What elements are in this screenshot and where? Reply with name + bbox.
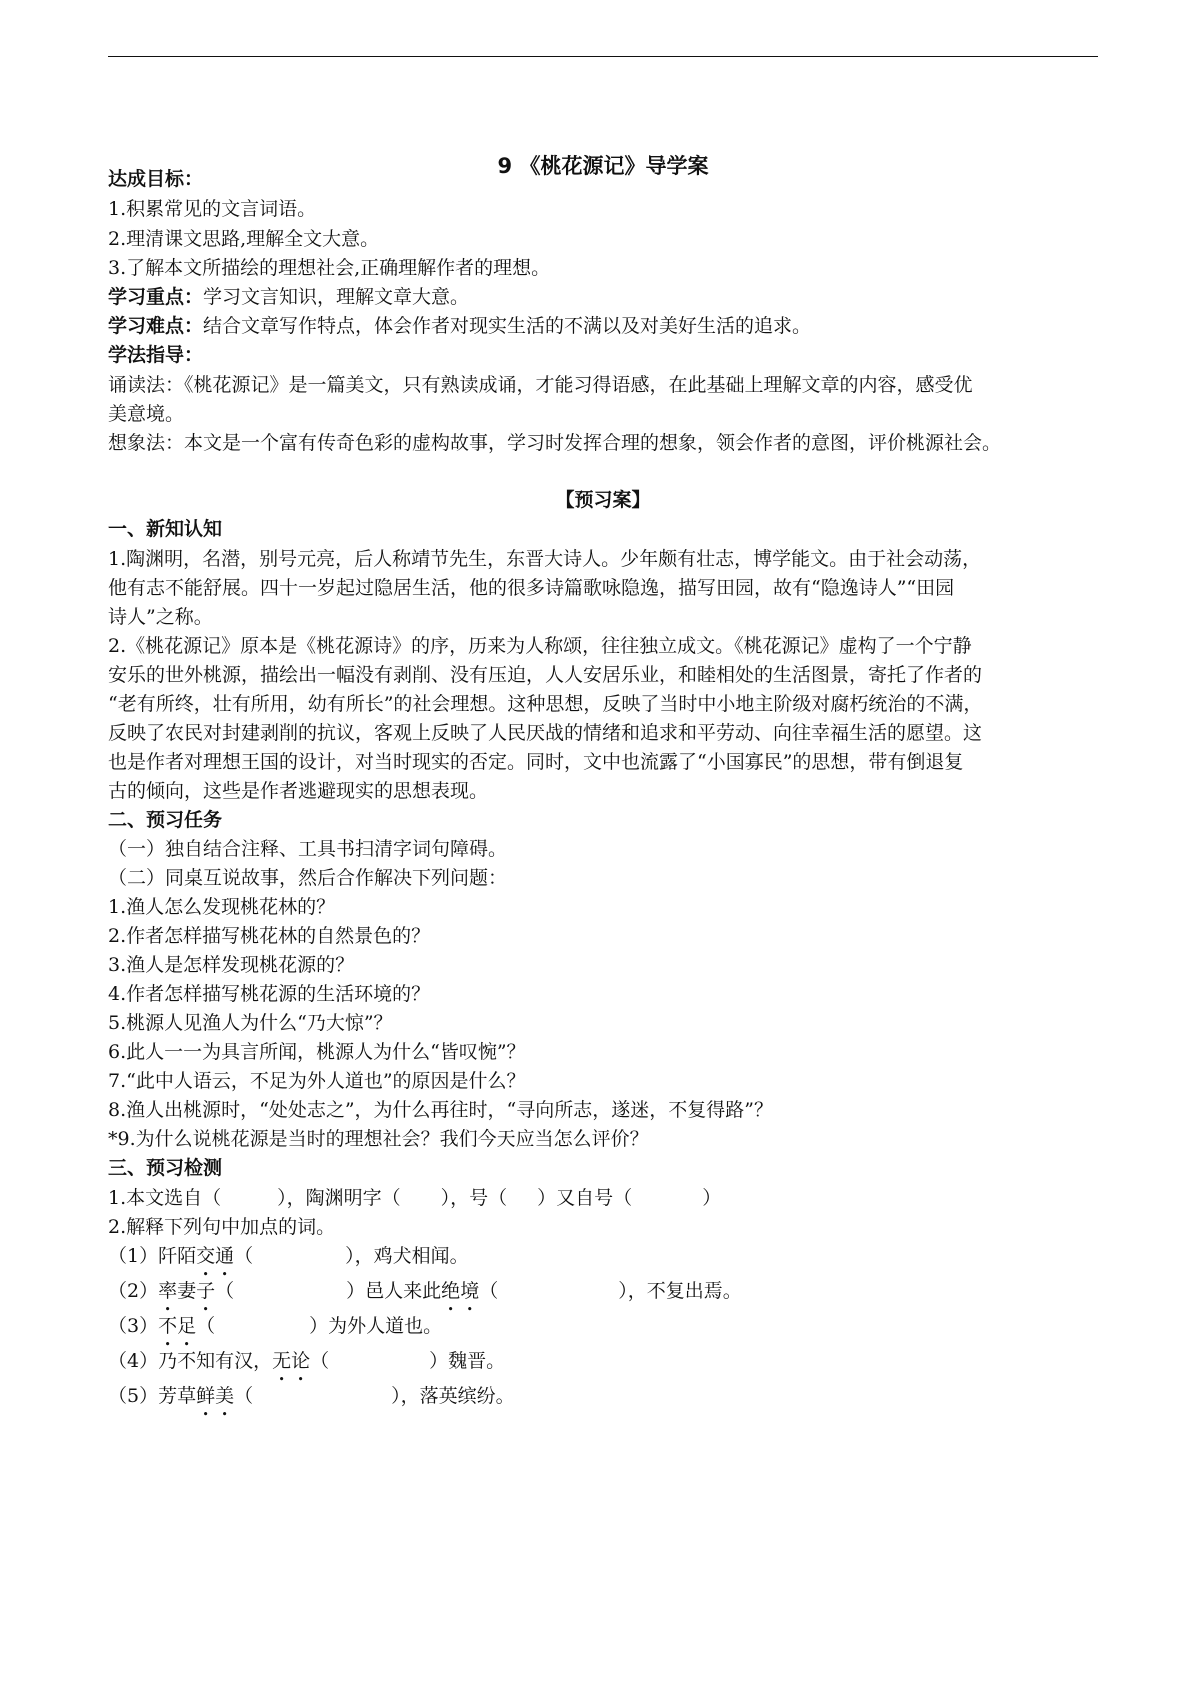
- section1-line: 1.陶渊明，名潜，别号元亮，后人称靖节先生，东晋大诗人。少年颇有壮志，博学能文。由于社会动荡，: [108, 548, 982, 570]
- dotted-word: 通: [215, 1245, 235, 1267]
- question-item: 3.渔人是怎样发现桃花源的？: [108, 954, 355, 976]
- item-text: （2）: [108, 1280, 159, 1302]
- question-item: 6.此人一一为具言所闻，桃源人为什么“皆叹惋”？: [108, 1041, 526, 1063]
- section3-heading: 三、预习检测: [108, 1157, 223, 1179]
- item-text: （: [234, 1245, 254, 1267]
- fill-question-1: [108, 1185, 721, 1211]
- section1-line: 他有志不能舒展。四十一岁起过隐居生活，他的很多诗篇歌咏隐逸，描写田园，故有“隐逸诗人”“田园: [108, 577, 955, 599]
- method-line: 诵读法：《桃花源记》是一篇美文，只有熟读成诵，才能习得语感，在此基础上理解文章的内容，感受优: [108, 374, 973, 396]
- dotted-word: 交: [196, 1245, 216, 1267]
- method-line: 想象法：本文是一个富有传奇色彩的虚构故事，学习时发挥合理的想象，领会作者的意图，评价桃源社会。: [108, 432, 1002, 454]
- key-point-text: 学习文言知识，理解文章大意。: [203, 286, 470, 308]
- dotted-word: 美: [215, 1385, 235, 1407]
- section1-line: 反映了农民对封建剥削的抗议，客观上反映了人民厌战的情绪和追求和平劳动、向往幸福生活的愿望。这: [108, 722, 983, 744]
- difficulty-text: 结合文章写作特点，体会作者对现实生活的不满以及对美好生活的追求。: [203, 315, 812, 337]
- goals-heading: 达成目标：: [108, 168, 204, 190]
- section2-line: （一）独自结合注释、工具书扫清字词句障碍。: [108, 838, 508, 860]
- item-text: ），鸡犬相闻。: [345, 1245, 469, 1267]
- dotted-word: 子: [196, 1280, 216, 1302]
- explain-item-5: [108, 1383, 515, 1409]
- section2-heading: 二、预习任务: [108, 809, 223, 831]
- item-text: ）邑人来此: [346, 1280, 442, 1302]
- fill-question-2: 2.解释下列句中加点的词。: [108, 1216, 336, 1238]
- item-text: （: [479, 1280, 499, 1302]
- q1-text: ），号（: [440, 1187, 508, 1209]
- difficulty: [108, 313, 811, 339]
- dotted-word: 不: [158, 1315, 178, 1337]
- method-line: 美意境。: [108, 403, 185, 425]
- item-text: 妻: [177, 1280, 197, 1302]
- question-item: 4.作者怎样描写桃花源的生活环境的？: [108, 983, 431, 1005]
- goal-item: 1.积累常见的文言词语。: [108, 198, 317, 220]
- dotted-word: 无: [272, 1350, 292, 1372]
- preview-title: 【预习案】: [555, 489, 651, 511]
- dotted-word: 足: [177, 1315, 197, 1337]
- dotted-word: 率: [158, 1280, 178, 1302]
- item-text: （: [215, 1280, 235, 1302]
- item-text: （3）: [108, 1315, 159, 1337]
- item-text: （: [310, 1350, 330, 1372]
- question-item: 7.“此中人语云，不足为外人道也”的原因是什么？: [108, 1070, 526, 1092]
- header-rule: [108, 56, 1098, 57]
- item-text: ），不复出焉。: [618, 1280, 742, 1302]
- item-text: ）为外人道也。: [309, 1315, 443, 1337]
- question-item: *9.为什么说桃花源是当时的理想社会？我们今天应当怎么评价？: [108, 1128, 649, 1150]
- item-text: （: [196, 1315, 216, 1337]
- key-point-label: 学习重点：: [108, 286, 204, 308]
- item-text: （1）阡陌: [108, 1245, 197, 1267]
- q1-text: ）: [702, 1187, 722, 1209]
- question-item: 2.作者怎样描写桃花林的自然景色的？: [108, 925, 431, 947]
- q1-text: 1.本文选自（: [108, 1187, 222, 1209]
- question-item: 8.渔人出桃源时，“处处志之”，为什么再往时，“寻向所志，遂迷，不复得路”？: [108, 1099, 773, 1121]
- dotted-word: 绝: [441, 1280, 461, 1302]
- item-text: （4）乃不知有汉，: [108, 1350, 273, 1372]
- section2-line: （二）同桌互说故事，然后合作解决下列问题：: [108, 867, 508, 889]
- dotted-word: 论: [291, 1350, 311, 1372]
- section1-line: 2.《桃花源记》原本是《桃花源诗》的序，历来为人称颂，往往独立成文。《桃花源记》虚构了一个宁静: [108, 635, 972, 657]
- item-text: （: [234, 1385, 254, 1407]
- section1-line: 古的倾向，这些是作者逃避现实的思想表现。: [108, 780, 489, 802]
- dotted-word: 鲜: [196, 1385, 216, 1407]
- explain-item-2: [108, 1278, 742, 1304]
- explain-item-4: [108, 1348, 505, 1374]
- dotted-word: 境: [460, 1280, 480, 1302]
- section1-line: 安乐的世外桃源，描绘出一幅没有剥削、没有压迫，人人安居乐业，和睦相处的生活图景，寄托了作者的: [108, 664, 983, 686]
- section1-line: 诗人”之称。: [108, 606, 213, 628]
- goal-item: 3.了解本文所描绘的理想社会,正确理解作者的理想。: [108, 257, 551, 279]
- explain-item-3: [108, 1313, 442, 1339]
- goal-item: 2.理清课文思路,理解全文大意。: [108, 228, 380, 250]
- section1-heading: 一、新知认知: [108, 518, 223, 540]
- item-text: ）魏晋。: [429, 1350, 506, 1372]
- q1-text: ），陶渊明字（: [277, 1187, 401, 1209]
- difficulty-label: 学习难点：: [108, 315, 204, 337]
- question-item: 1.渔人怎么发现桃花林的？: [108, 896, 336, 918]
- item-text: （5）芳草: [108, 1385, 197, 1407]
- item-text: ），落英缤纷。: [391, 1385, 515, 1407]
- section1-line: “老有所终，壮有所用，幼有所长”的社会理想。这种思想，反映了当时中小地主阶级对腐朽统治的不满，: [108, 693, 983, 715]
- page-title: 9 《桃花源记》导学案: [497, 154, 709, 178]
- question-item: 5.桃源人见渔人为什么“乃大惊”？: [108, 1012, 393, 1034]
- q1-text: ）又自号（: [537, 1187, 633, 1209]
- key-point: [108, 284, 469, 310]
- method-heading: 学法指导：: [108, 344, 204, 366]
- explain-item-1: [108, 1243, 469, 1269]
- section1-line: 也是作者对理想王国的设计，对当时现实的否定。同时，文中也流露了“小国寡民”的思想，带有倒退复: [108, 751, 964, 773]
